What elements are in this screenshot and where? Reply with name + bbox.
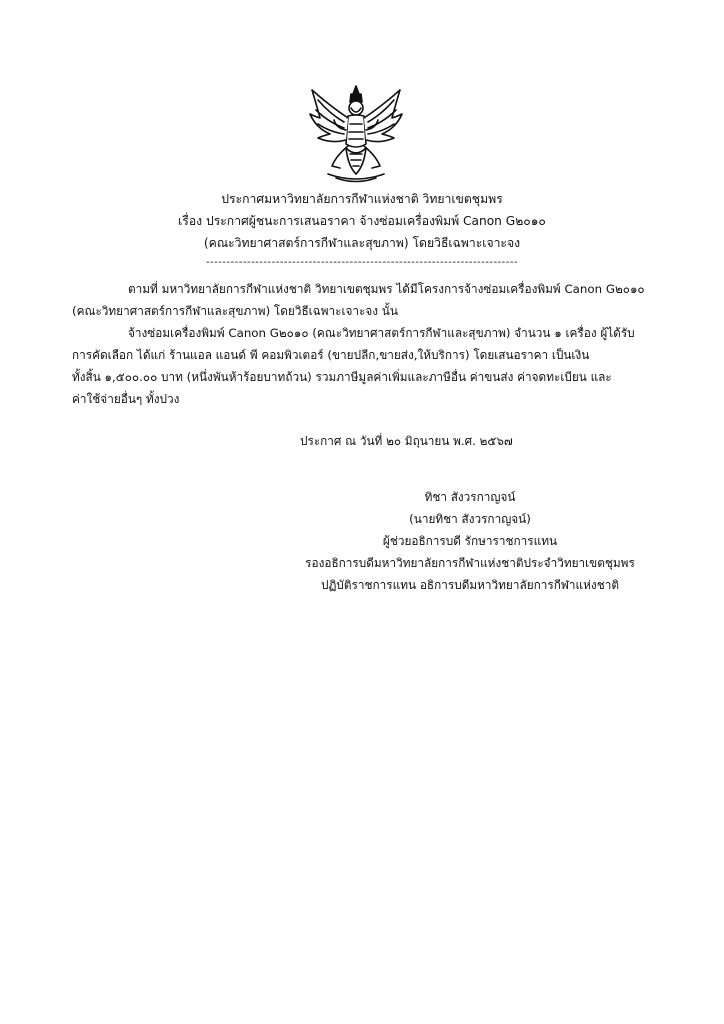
paragraph-1-line-1: ตามที่ มหาวิทยาลัยการกีฬาแห่งชาติ วิทยาเขตชุมพร ได้มีโครงการจ้างซ่อมเครื่องพิมพ์ Canon G๒๐๑๐ [128, 282, 645, 296]
paragraph-2-line-4: ค่าใช้จ่ายอื่นๆ ทั้งปวง [72, 392, 180, 406]
paragraph-2-line-2: การคัดเลือก ได้แก่ ร้านแอล แอนด์ พี คอมพิวเตอร์ (ขายปลีก,ขายส่ง,ให้บริการ) โดยเสนอราคา เป็นเงิน [72, 348, 590, 362]
announcement-date: ประกาศ ณ วันที่ ๒๐ มิถุนายน พ.ศ. ๒๕๖๗ [300, 434, 513, 448]
announcement-subject: เรื่อง ประกาศผู้ชนะการเสนอราคา จ้างซ่อมเครื่องพิมพ์ Canon G๒๐๑๐ [178, 214, 546, 228]
signer-position-1: ผู้ช่วยอธิการบดี รักษาราชการแทน [382, 534, 558, 548]
paragraph-2-line-1: จ้างซ่อมเครื่องพิมพ์ Canon G๒๐๑๐ (คณะวิทยาศาสตร์การกีฬาและสุขภาพ) จำนวน ๑ เครื่อง ผู้ได้รับ [128, 326, 635, 340]
announcement-subject-detail: (คณะวิทยาศาสตร์การกีฬาและสุขภาพ) โดยวิธีเฉพาะเจาะจง [203, 236, 521, 250]
printed-name: (นายทิชา สังวรกาญจน์) [409, 512, 531, 526]
paragraph-1-line-2: (คณะวิทยาศาสตร์การกีฬาและสุขภาพ) โดยวิธีเฉพาะเจาะจง นั้น [72, 304, 398, 318]
paragraph-2 [72, 322, 672, 410]
signature-name: ทิชา สังวรกาญจน์ [424, 490, 516, 504]
announcement-title: ประกาศมหาวิทยาลัยการกีฬาแห่งชาติ วิทยาเขตชุมพร [221, 192, 503, 206]
signer-position-2: รองอธิการบดีมหาวิทยาลัยการกีฬาแห่งชาติประจำวิทยาเขตชุมพร [305, 556, 635, 570]
separator-line: ---------------------------------------------------------------------------- [205, 257, 519, 268]
garuda-emblem-icon [306, 84, 406, 186]
signer-position-3: ปฏิบัติราชการแทน อธิการบดีมหาวิทยาลัยการกีฬาแห่งชาติ [321, 578, 619, 592]
paragraph-2-line-3: ทั้งสิ้น ๑,๕๐๐.๐๐ บาท (หนึ่งพันห้าร้อยบาทถ้วน) รวมภาษีมูลค่าเพิ่มและภาษีอื่น ค่าขนส่ง ค่าจดทะเบียน และ [72, 370, 612, 384]
paragraph-1 [72, 278, 672, 322]
